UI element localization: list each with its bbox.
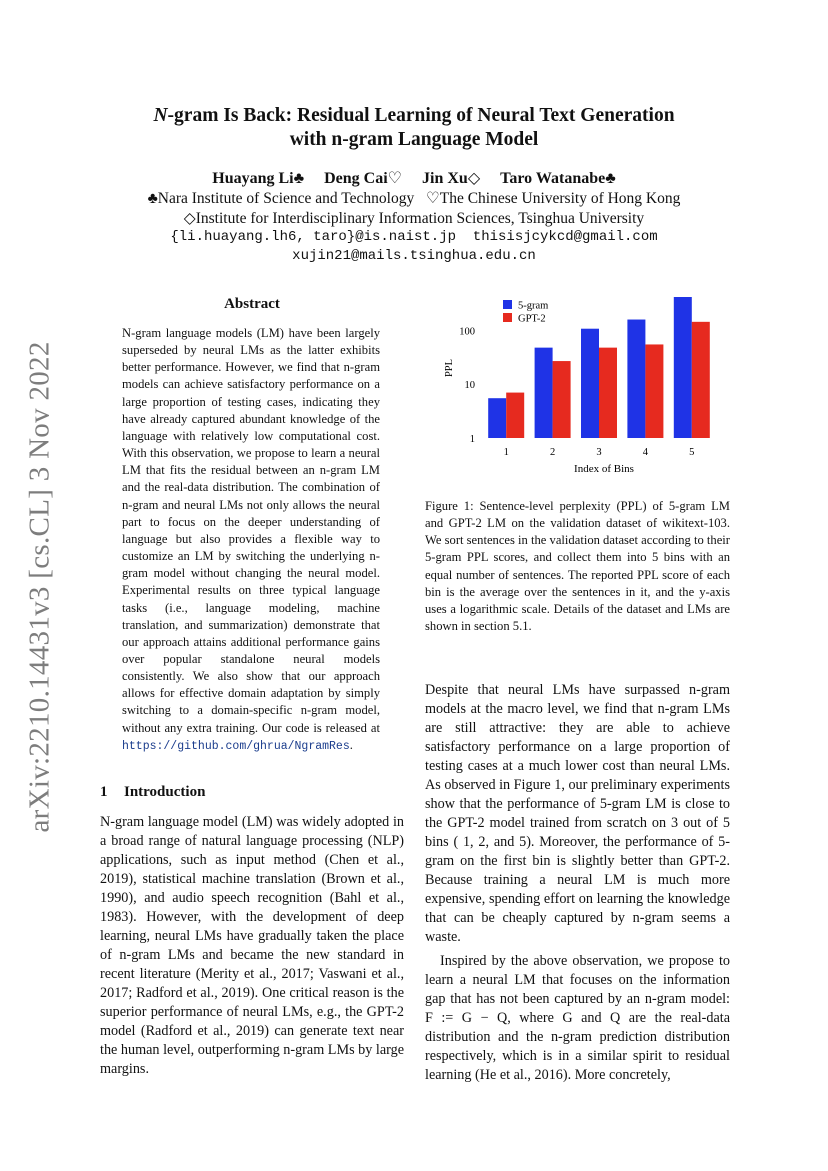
affiliation-line-1: ♣Nara Institute of Science and Technology ♡The Chinese University of Hong Kong (147, 190, 681, 207)
legend-label-5-gram: 5-gram (518, 300, 549, 312)
introduction-body (100, 813, 404, 1079)
author-3: Jin Xu◇ (422, 170, 481, 187)
section-title: Introduction (124, 784, 206, 800)
right-paragraph-1: Despite that neural LMs have surpassed n-gram models at the macro level, we find that n-gram LMs are still attractive: they are able to achieve satisfactory performance on a large proportion of testing cases at a much lower cost than neural LMs. As observed in Figure 1, our preliminary experiments show that the performance of 5-gram LM is close to the GPT-2 model trained from scratch on 3 out of 5 bins ( 1, 2, and 5). Moreover, the performance of 5-gram on the first bin is slightly better than GPT-2. Because training a neural LM is much more expensive, spending effort on learning the knowledge that can be cheaply captured by n-gram seems a waste. (425, 682, 730, 945)
code-link[interactable]: https://github.com/ghrua/NgramRes (122, 739, 350, 753)
bar-gpt-2-bin-2 (553, 361, 571, 438)
title-line-1: N-gram Is Back: Residual Learning of Neural Text Generation (153, 105, 675, 126)
author-list (100, 168, 728, 188)
email-line-1: {li.huayang.lh6, taro}@is.naist.jp thisisjcykcd@gmail.com (170, 229, 658, 245)
figure-1-chart (425, 288, 730, 484)
bar-gpt-2-bin-5 (692, 322, 710, 438)
y-tick-label: 10 (464, 380, 475, 392)
ppl-bar-chart (425, 288, 730, 484)
abstract-end: . (349, 737, 353, 752)
x-axis-label: Index of Bins (574, 463, 634, 475)
author-4: Taro Watanabe♣ (500, 170, 616, 187)
legend-swatch-gpt-2 (503, 313, 512, 322)
bar-gpt-2-bin-4 (645, 344, 663, 438)
email-line-2: xujin21@mails.tsinghua.edu.cn (292, 248, 536, 264)
right-column-body (425, 681, 730, 1085)
bar-gpt-2-bin-3 (599, 348, 617, 438)
section-number: 1 (100, 784, 108, 800)
paper-title (100, 104, 728, 152)
bar-5-gram-bin-1 (488, 398, 506, 438)
affiliation-line-2: ◇Institute for Interdisciplinary Information Sciences, Tsinghua University (183, 210, 645, 227)
abstract-body (122, 325, 380, 755)
figure-1-caption: Figure 1: Sentence-level perplexity (PPL) of 5-gram LM and GPT-2 LM on the validation dataset of wikitext-103. We sort sentences in the validation dataset according to their 5-gram PPL scores, and collect them into 5 bins with an equal number of sentences. The reported PPL score of each bin is the average over the sentences in it, and the y-axis uses a logarithmic scale. Details of the dataset and LMs are shown in section 5.1. (425, 499, 730, 634)
abstract-text: N-gram language models (LM) have been largely superseded by neural LMs as the latter exhibits better performance. However, we find that n-gram models can achieve satisfactory performance on a large proportion of testing cases, indicating they have already captured abundant knowledge of the language with relatively low computational cost. With this observation, we propose to learn a neural LM that fits the residual between an n-gram LM and the real-data distribution. The combination of n-gram and neural LMs not only allows the neural part to focus on the deeper understanding of language but also provides a flexible way to customize an LM by switching the underlying n-gram model without changing the neural model. Experimental results on three typical language tasks (i.e., language modeling, machine translation, and summarization) demonstrate that our approach attains additional performance gains over popular standalone neural models consistently. We also show that our approach allows for effective domain adaptation by simply switching to a domain-specific n-gram model, without any extra training. Our code is released at (122, 326, 380, 735)
introduction-paragraph-1: N-gram language model (LM) was widely adopted in a broad range of natural language processing (NLP) applications, such as input method (Chen et al., 2019), statistical machine translation (Brown et al., 1990), and audio speech recognition (Bahl et al., 1983). However, with the development of deep learning, neural LMs have gradually taken the place of n-gram LMs and became the new standard in recent literature (Merity et al., 2017; Vaswani et al., 2017; Radford et al., 2019). One critical reason is the superior performance of neural LMs, e.g., the GPT-2 model (Radford et al., 2019) can generate text near the human level, outperforming n-gram LMs by large margins. (100, 814, 404, 1077)
right-paragraph-2: Inspired by the above observation, we propose to learn a neural LM that focuses on the information gap that has not been captured by an n-gram model: F := G − Q, where G and Q are the real-data distribution and the n-gram prediction distribution respectively, which is in a similar spirit to residual learning (He et al., 2016). More concretely, (425, 953, 730, 1083)
section-heading-introduction (100, 784, 404, 801)
author-2: Deng Cai♡ (324, 170, 403, 187)
bar-5-gram-bin-2 (535, 348, 553, 438)
x-tick-label: 3 (596, 447, 602, 458)
bar-5-gram-bin-4 (627, 320, 645, 438)
bar-gpt-2-bin-1 (506, 393, 524, 438)
x-tick-label: 2 (549, 447, 556, 458)
author-1: Huayang Li♣ (212, 170, 305, 187)
x-tick-label: 5 (689, 447, 695, 458)
title-line-2: with n-gram Language Model (289, 129, 539, 150)
arxiv-identifier: arXiv:2210.14431v3 [cs.CL] 3 Nov 2022 (23, 341, 56, 833)
abstract-heading: Abstract (224, 296, 280, 312)
y-axis-label: PPL (444, 358, 455, 378)
y-tick-label: 100 (459, 326, 475, 338)
legend-swatch-5-gram (503, 300, 512, 309)
legend-label-gpt-2: GPT-2 (518, 313, 546, 325)
y-tick-label: 1 (469, 434, 475, 445)
bar-5-gram-bin-5 (674, 297, 692, 438)
x-tick-label: 1 (503, 447, 509, 458)
x-tick-label: 4 (642, 447, 649, 458)
bar-5-gram-bin-3 (581, 329, 599, 438)
